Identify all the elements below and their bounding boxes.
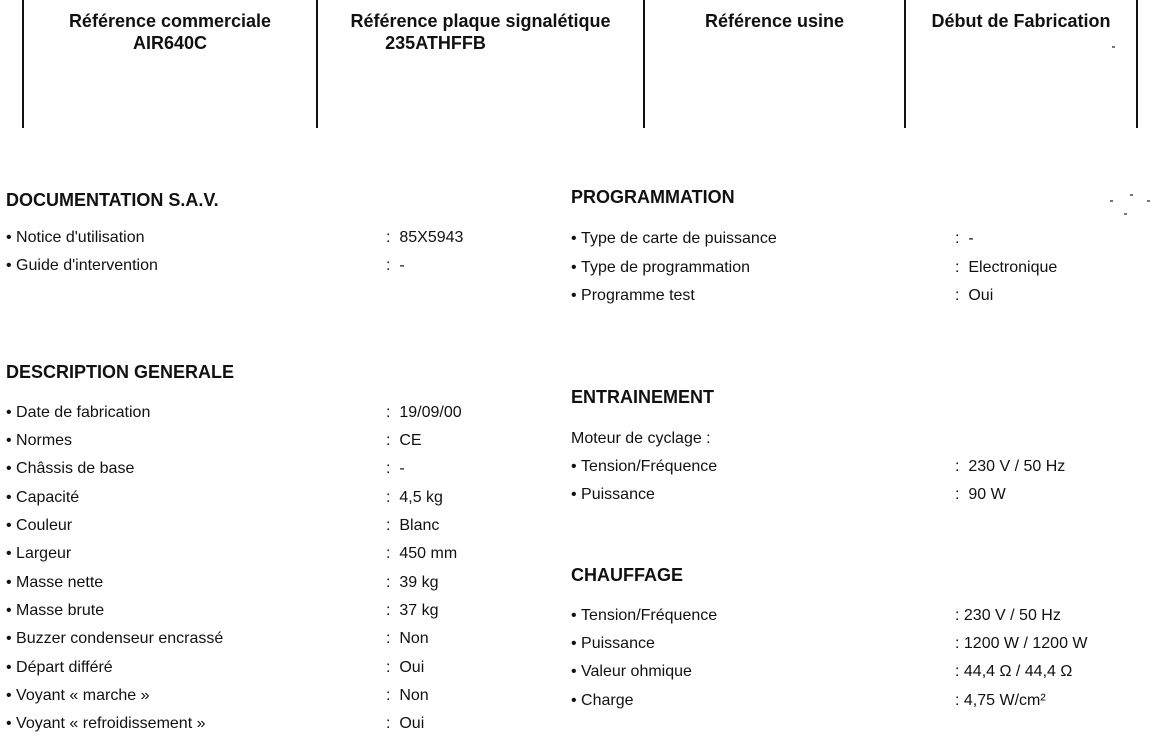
header-plate-ref bbox=[318, 10, 643, 54]
description-item-value: : - bbox=[386, 460, 405, 478]
description-item-value: : 39 kg bbox=[386, 574, 438, 592]
entrainement-subtitle: Moteur de cyclage : bbox=[571, 430, 711, 447]
programmation-item-label: • Programme test bbox=[571, 287, 695, 305]
description-item-value: : 450 mm bbox=[386, 545, 457, 563]
description-item-label: • Masse brute bbox=[6, 602, 104, 620]
chauffage-item-label: • Charge bbox=[571, 692, 634, 710]
chauffage-item-label: • Valeur ohmique bbox=[571, 663, 692, 681]
documentation-item-label: • Notice d'utilisation bbox=[6, 229, 145, 247]
header-commercial-ref bbox=[24, 10, 316, 54]
entrainement-title: ENTRAINEMENT bbox=[571, 387, 714, 407]
header-factory-ref-title: Référence usine bbox=[704, 11, 845, 31]
scan-speck bbox=[1124, 213, 1127, 215]
description-item-label: • Date de fabrication bbox=[6, 404, 150, 422]
description-item-value: : 4,5 kg bbox=[386, 489, 443, 507]
chauffage-item-value: : 1200 W / 1200 W bbox=[955, 635, 1088, 653]
programmation-item-value: : - bbox=[955, 230, 974, 248]
description-item-label: • Départ différé bbox=[6, 659, 113, 677]
description-item-label: • Châssis de base bbox=[6, 460, 134, 478]
chauffage-item-label: • Puissance bbox=[571, 635, 655, 653]
chauffage-item-value: : 44,4 Ω / 44,4 Ω bbox=[955, 663, 1072, 681]
programmation-item-value: : Oui bbox=[955, 287, 993, 305]
header-factory-ref bbox=[645, 10, 904, 32]
description-item-label: • Capacité bbox=[6, 489, 79, 507]
chauffage-item-value: : 4,75 W/cm² bbox=[955, 692, 1046, 710]
description-item-label: • Masse nette bbox=[6, 574, 103, 592]
header-plate-ref-value: 235ATHFFB bbox=[385, 33, 486, 53]
description-item-value: : 37 kg bbox=[386, 602, 438, 620]
scan-speck bbox=[1112, 46, 1115, 48]
description-item-label: • Buzzer condenseur encrassé bbox=[6, 630, 223, 648]
description-item-label: • Normes bbox=[6, 432, 72, 450]
scan-speck bbox=[1130, 194, 1133, 196]
chauffage-item-label: • Tension/Fréquence bbox=[571, 607, 717, 625]
description-item-label: • Couleur bbox=[6, 517, 72, 535]
documentation-item-value: : 85X5943 bbox=[386, 229, 463, 247]
documentation-title: DOCUMENTATION S.A.V. bbox=[6, 190, 219, 210]
scan-speck bbox=[1147, 200, 1150, 202]
description-item-label: • Voyant « refroidissement » bbox=[6, 715, 205, 733]
header-commercial-ref-value: AIR640C bbox=[132, 33, 208, 53]
entrainement-item-label: • Tension/Fréquence bbox=[571, 458, 717, 476]
scan-speck bbox=[1110, 200, 1113, 202]
description-item-value: : Blanc bbox=[386, 517, 439, 535]
header-divider bbox=[1136, 0, 1138, 128]
documentation-item-value: : - bbox=[386, 257, 405, 275]
entrainement-item-value: : 90 W bbox=[955, 486, 1006, 504]
header-production-start-title: Début de Fabrication bbox=[931, 11, 1111, 31]
header-commercial-ref-title: Référence commerciale bbox=[68, 11, 272, 31]
header-plate-ref-title: Référence plaque signalétique bbox=[350, 11, 611, 31]
programmation-item-value: : Electronique bbox=[955, 259, 1057, 277]
chauffage-title: CHAUFFAGE bbox=[571, 565, 683, 585]
description-item-value: : CE bbox=[386, 432, 422, 450]
header-production-start bbox=[906, 10, 1136, 32]
entrainement-item-value: : 230 V / 50 Hz bbox=[955, 458, 1065, 476]
programmation-item-label: • Type de programmation bbox=[571, 259, 750, 277]
documentation-item-label: • Guide d'intervention bbox=[6, 257, 158, 275]
chauffage-item-value: : 230 V / 50 Hz bbox=[955, 607, 1061, 625]
description-item-value: : 19/09/00 bbox=[386, 404, 462, 422]
description-item-value: : Non bbox=[386, 630, 429, 648]
programmation-title: PROGRAMMATION bbox=[571, 187, 735, 207]
description-item-value: : Non bbox=[386, 687, 429, 705]
description-item-value: : Oui bbox=[386, 659, 424, 677]
description-title: DESCRIPTION GENERALE bbox=[6, 362, 235, 382]
entrainement-item-label: • Puissance bbox=[571, 486, 655, 504]
description-item-label: • Voyant « marche » bbox=[6, 687, 149, 705]
description-item-label: • Largeur bbox=[6, 545, 71, 563]
description-item-value: : Oui bbox=[386, 715, 424, 733]
programmation-item-label: • Type de carte de puissance bbox=[571, 230, 777, 248]
